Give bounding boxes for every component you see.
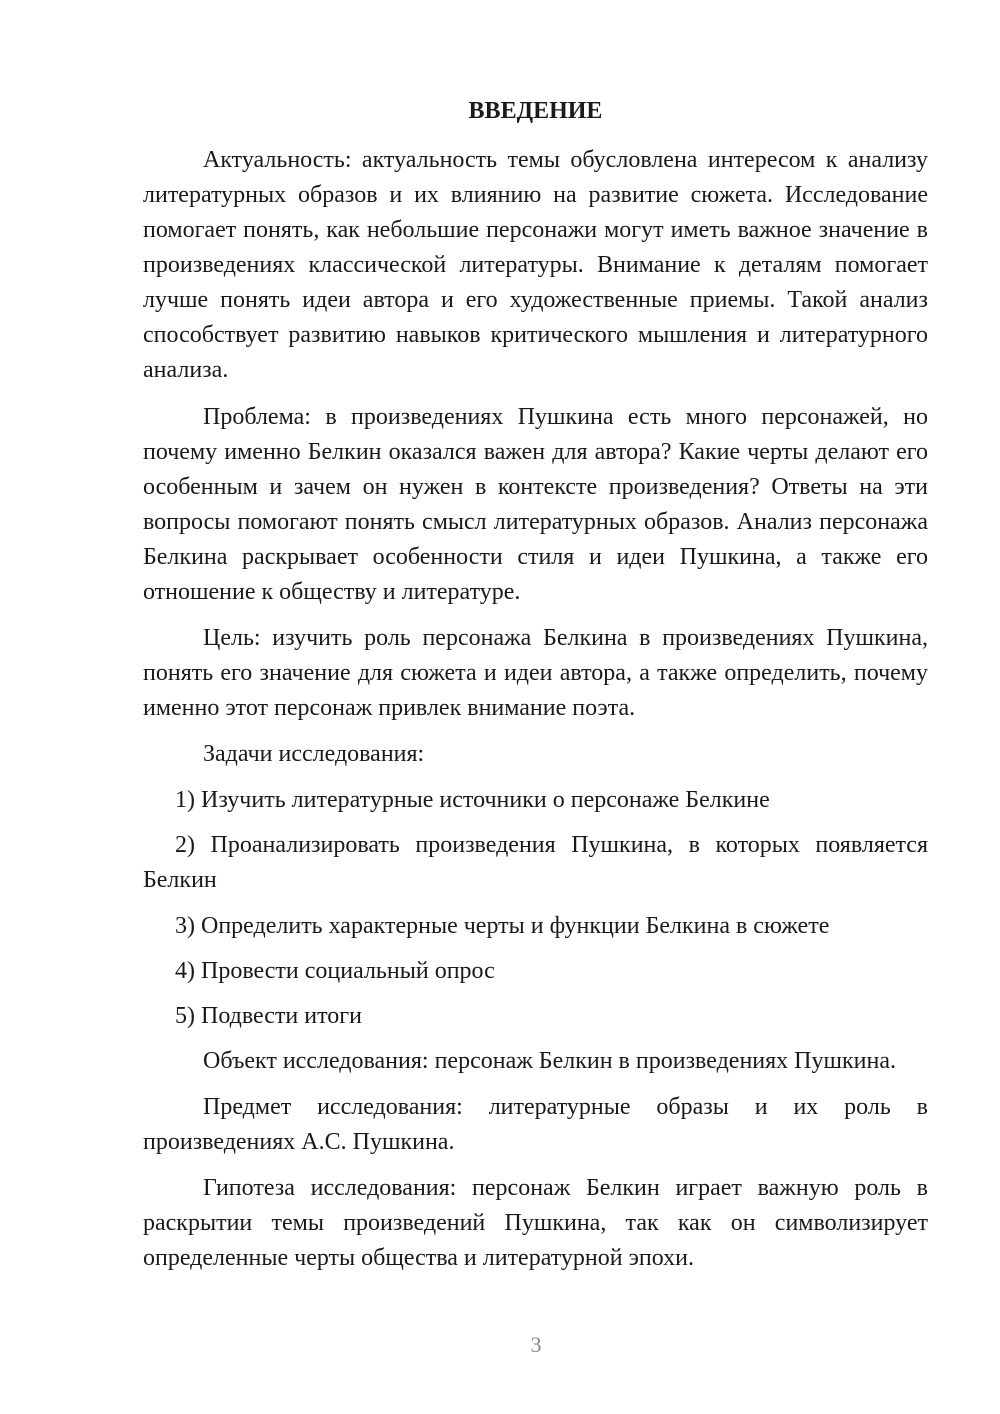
- object-paragraph: Объект исследования: персонаж Белкин в произведениях Пушкина.: [203, 1048, 896, 1074]
- task-item: 4) Провести социальный опрос: [175, 958, 495, 984]
- problem-paragraph: Проблема: в произведениях Пушкина есть много персонажей, но почему именно Белкин оказался важен для автора? Какие черты делают его особенным и зачем он нужен в контексте произведения? Ответы на эти вопросы помогают понять смысл литературных образов. Анализ персонажа Белкина раскрывает особенности стиля и идеи Пушкина, а также его отношение к обществу и литературе.: [143, 404, 928, 605]
- task-item: 3) Определить характерные черты и функции Белкина в сюжете: [175, 913, 830, 939]
- tasks-heading: Задачи исследования:: [203, 741, 425, 767]
- goal-paragraph: Цель: изучить роль персонажа Белкина в произведениях Пушкина, понять его значение для сюжета и идеи автора, а также определить, почему именно этот персонаж привлек внимание поэта.: [143, 625, 928, 721]
- relevance-paragraph: Актуальность: актуальность темы обусловлена интересом к анализу литературных образов и их влиянию на развитие сюжета. Исследование помогает понять, как небольшие персонажи могут иметь важное значение в произведениях классической литературы. Внимание к деталям помогает лучше понять идеи автора и его художественные приемы. Такой анализ способствует развитию навыков критического мышления и литературного анализа.: [143, 147, 928, 383]
- task-item: 1) Изучить литературные источники о персонаже Белкине: [175, 787, 770, 813]
- hypothesis-paragraph: Гипотеза исследования: персонаж Белкин играет важную роль в раскрытии темы произведений Пушкина, так как он символизирует определенные черты общества и литературной эпохи.: [143, 1175, 928, 1271]
- task-item: 2) Проанализировать произведения Пушкина, в которых появляется Белкин: [143, 832, 928, 893]
- page-title: ВВЕДЕНИЕ: [468, 98, 603, 124]
- subject-paragraph: Предмет исследования: литературные образы и их роль в произведениях А.С. Пушкина.: [143, 1094, 928, 1155]
- page-number: 3: [530, 1332, 542, 1357]
- task-item: 5) Подвести итоги: [175, 1003, 362, 1029]
